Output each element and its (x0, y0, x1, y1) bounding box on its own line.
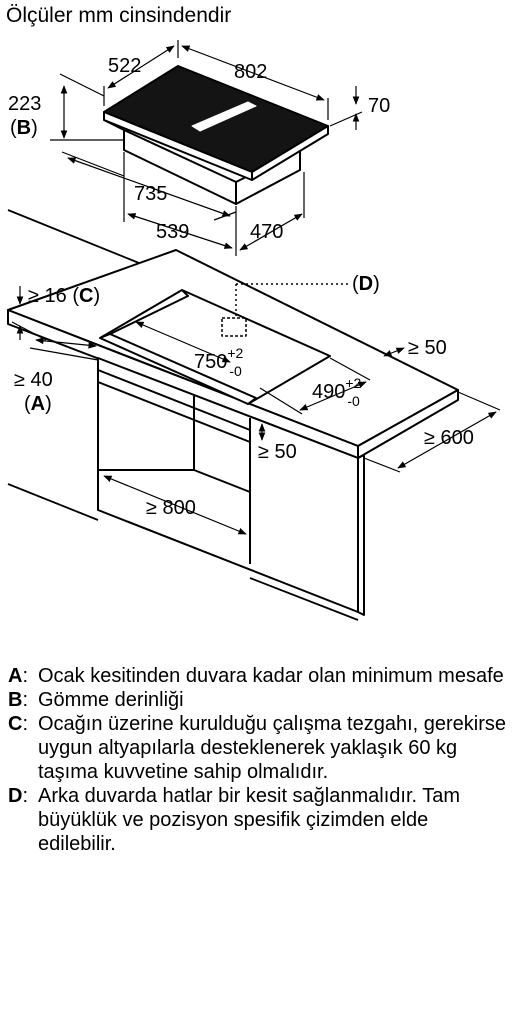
label-depth-522: 522 (108, 55, 142, 77)
label-front-gap: ≥ 50 (258, 441, 297, 463)
label-a-dist: ≥ 40 (14, 369, 53, 391)
label-body-470: 470 (250, 221, 284, 243)
label-body-735: 735 (134, 183, 168, 205)
label-width-802: 802 (234, 61, 268, 83)
label-cutout-490: $490^{+2}$ -0 (312, 375, 362, 409)
label-b: (B) (10, 117, 38, 139)
legend (8, 664, 508, 856)
countertop-drawing (8, 210, 458, 620)
legend-item-d: D: Arka duvarda hatlar bir kesit sağlanmalıdır. Tam büyüklük ve pozisyon spesifik çizimden elde edilebilir. (8, 785, 461, 855)
label-a: (A) (24, 393, 52, 415)
label-edge-70: 70 (368, 95, 391, 117)
label-height-223: 223 (8, 93, 42, 115)
label-d: (D) (352, 273, 380, 295)
legend-item-b: B: Gömme derinliği (8, 689, 184, 711)
label-rear-gap: ≥ 50 (408, 337, 447, 359)
label-counter-depth: ≥ 600 (424, 427, 474, 449)
label-body-539: 539 (156, 221, 190, 243)
units-note: Ölçüler mm cinsindendir (6, 4, 232, 27)
label-cutout-750: $750^{+2}$ -0 (194, 345, 244, 379)
label-cabinet-width: ≥ 800 (146, 497, 196, 519)
legend-item-c: C: Ocağın üzerine kurulduğu çalışma tezgahı, gerekirse uygun altyapılarla desteklenerek yaklaşık 60 kg taşıma kuvvetine sahip olmalıdır. (8, 713, 507, 783)
label-c: ≥ 16 (C) (28, 285, 101, 307)
legend-item-a: A: Ocak kesitinden duvara kadar olan minimum mesafe (8, 665, 504, 687)
